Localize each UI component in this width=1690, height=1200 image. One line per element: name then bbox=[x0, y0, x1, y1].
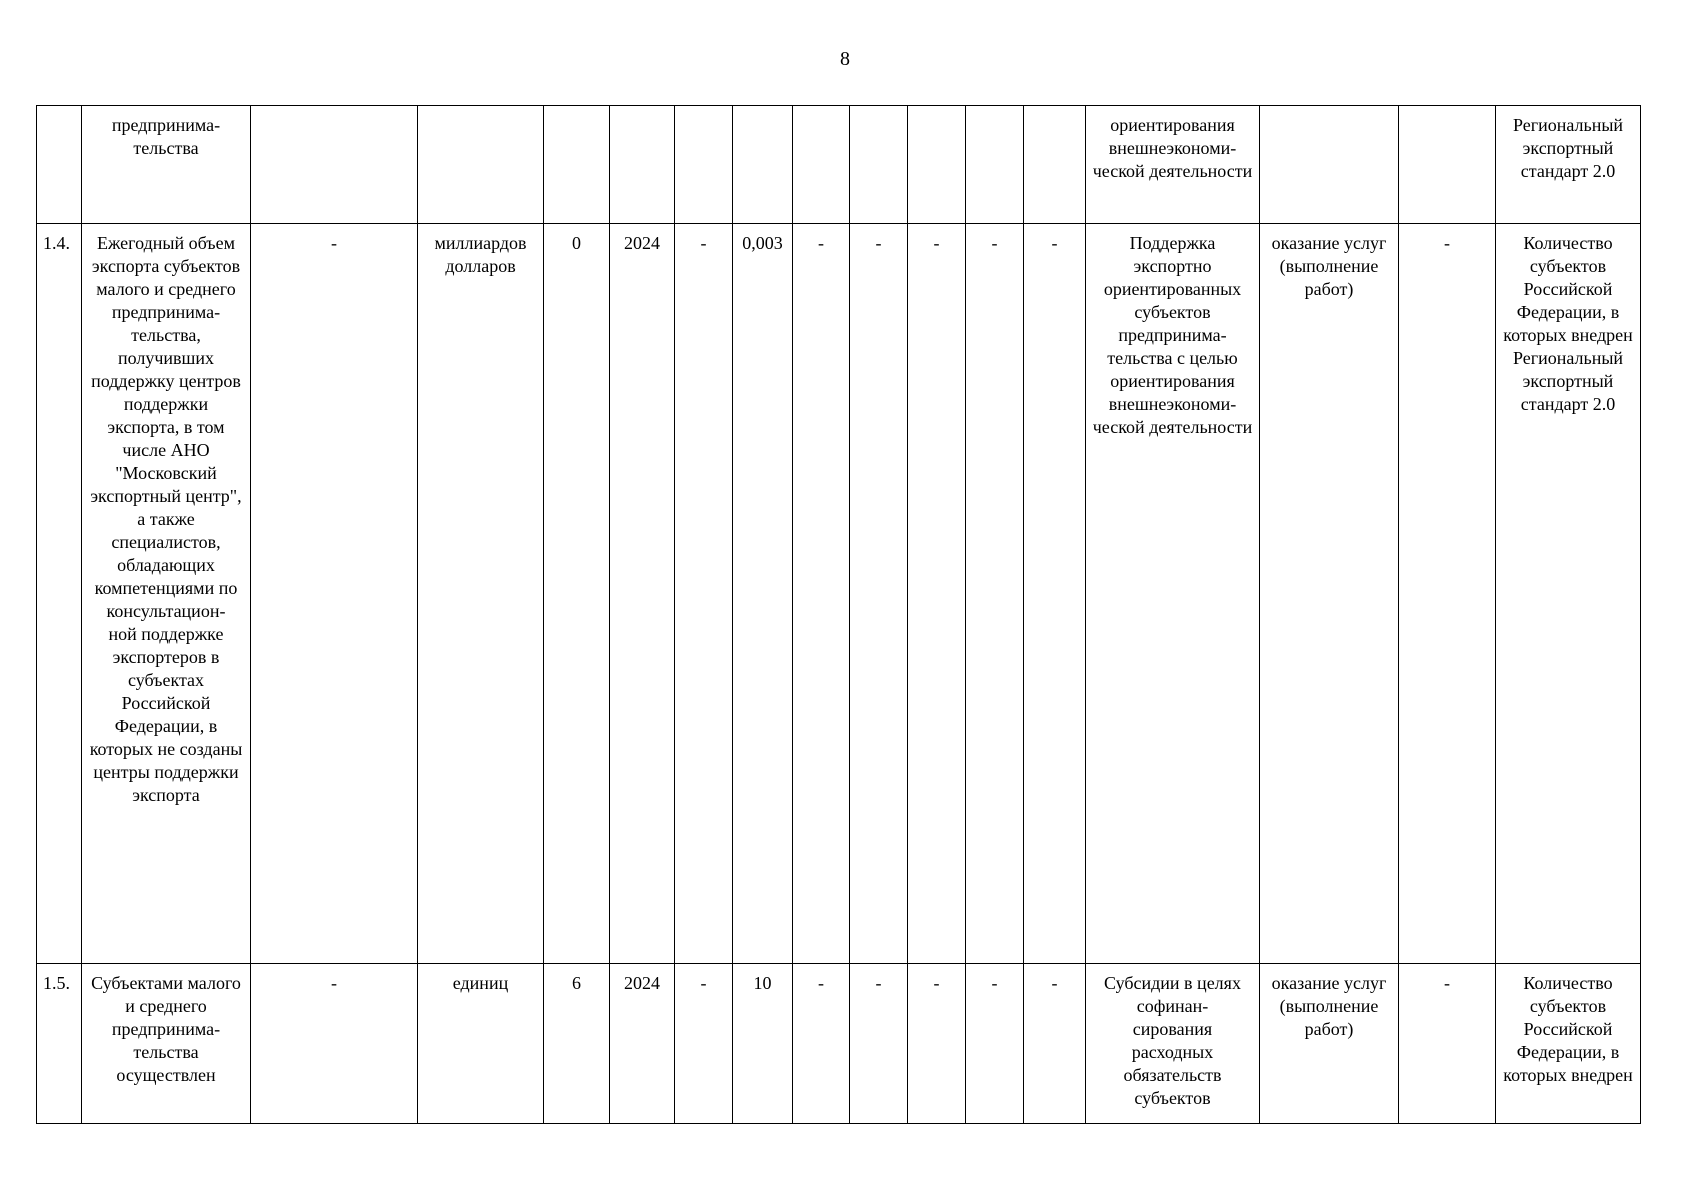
cell-c10 bbox=[850, 106, 908, 224]
cell-c13: - bbox=[1024, 224, 1086, 964]
cell-target: 0,003 bbox=[733, 224, 793, 964]
cell-measure: ориентирования внешнеэкономи- ческой деятельности bbox=[1086, 106, 1260, 224]
cell-c7 bbox=[675, 106, 733, 224]
cell-unit: единиц bbox=[418, 964, 544, 1124]
cell-target: 10 bbox=[733, 964, 793, 1124]
cell-c13 bbox=[1024, 106, 1086, 224]
cell-type bbox=[1260, 106, 1399, 224]
cell-result: Количество субъектов Российской Федерации, в которых внедрен Региональный экспортный стандарт 2.0 bbox=[1496, 224, 1641, 964]
table-row bbox=[37, 224, 1641, 964]
cell-target bbox=[733, 106, 793, 224]
cell-measure: Субсидии в целях софинан- сирования расходных обязательств субъектов bbox=[1086, 964, 1260, 1124]
table-row bbox=[37, 964, 1641, 1124]
cell-name: предпринима- тельства bbox=[82, 106, 251, 224]
cell-unit: миллиардов долларов bbox=[418, 224, 544, 964]
cell-c7: - bbox=[675, 224, 733, 964]
cell-base: 6 bbox=[544, 964, 610, 1124]
cell-year bbox=[610, 106, 675, 224]
cell-c12: - bbox=[966, 964, 1024, 1124]
cell-c16 bbox=[1399, 106, 1496, 224]
page-number: 8 bbox=[840, 48, 850, 70]
indicators-table bbox=[36, 105, 1641, 1124]
cell-num: 1.4. bbox=[37, 224, 82, 964]
cell-c11: - bbox=[908, 964, 966, 1124]
cell-name: Ежегодный объем экспорта субъектов малого и среднего предпринима- тельства, получивших поддержку центров поддержки экспорта, в том числе АНО "Московский экспортный центр", а также специалистов, обладающих компетенциями по консультацион- ной поддержке экспортеров в субъектах Российской Федерации, в которых не созданы центры поддержки экспорта bbox=[82, 224, 251, 964]
cell-c10: - bbox=[850, 964, 908, 1124]
cell-name: Субъектами малого и среднего предпринима- тельства осуществлен bbox=[82, 964, 251, 1124]
cell-num: 1.5. bbox=[37, 964, 82, 1124]
cell-c11: - bbox=[908, 224, 966, 964]
cell-num bbox=[37, 106, 82, 224]
cell-c12 bbox=[966, 106, 1024, 224]
cell-c10: - bbox=[850, 224, 908, 964]
cell-c11 bbox=[908, 106, 966, 224]
table-row bbox=[37, 106, 1641, 224]
cell-c16: - bbox=[1399, 224, 1496, 964]
cell-base: 0 bbox=[544, 224, 610, 964]
cell-c16: - bbox=[1399, 964, 1496, 1124]
cell-year: 2024 bbox=[610, 964, 675, 1124]
cell-c9: - bbox=[793, 224, 850, 964]
cell-c3: - bbox=[251, 224, 418, 964]
cell-c9: - bbox=[793, 964, 850, 1124]
cell-c7: - bbox=[675, 964, 733, 1124]
cell-c13: - bbox=[1024, 964, 1086, 1124]
cell-result: Количество субъектов Российской Федерации, в которых внедрен bbox=[1496, 964, 1641, 1124]
cell-type: оказание услуг (выполнение работ) bbox=[1260, 964, 1399, 1124]
cell-unit bbox=[418, 106, 544, 224]
cell-c3: - bbox=[251, 964, 418, 1124]
cell-c9 bbox=[793, 106, 850, 224]
cell-c3 bbox=[251, 106, 418, 224]
cell-c12: - bbox=[966, 224, 1024, 964]
cell-measure: Поддержка экспортно ориентированных субъектов предпринима- тельства с целью ориентирования внешнеэкономи- ческой деятельности bbox=[1086, 224, 1260, 964]
cell-result: Региональный экспортный стандарт 2.0 bbox=[1496, 106, 1641, 224]
cell-base bbox=[544, 106, 610, 224]
cell-type: оказание услуг (выполнение работ) bbox=[1260, 224, 1399, 964]
cell-year: 2024 bbox=[610, 224, 675, 964]
